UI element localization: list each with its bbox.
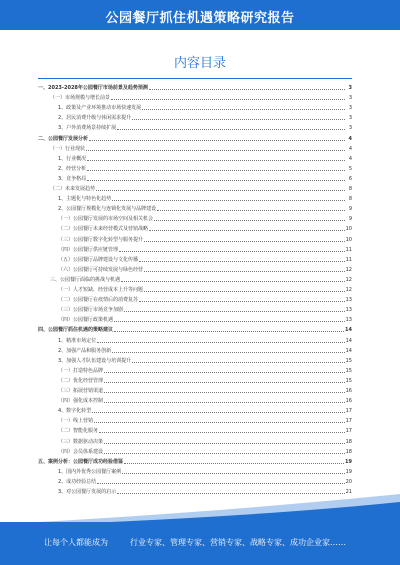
toc-entry[interactable]: [58, 155, 352, 163]
toc-page-number: 14: [345, 347, 352, 354]
toc-entry[interactable]: [58, 165, 352, 173]
toc-page-number: 3: [348, 115, 352, 122]
toc-entry[interactable]: [58, 427, 352, 435]
toc-entry-label: 二、公园餐厅发展分析: [38, 135, 89, 142]
toc-entry-label: （一）线上营销: [58, 418, 94, 425]
toc-page-number: 14: [345, 337, 352, 344]
toc-entry-label: 三、公园餐厅面临的挑战与机遇: [50, 276, 121, 283]
toc-page-number: 19: [345, 458, 352, 465]
toc-dot-leader: [132, 119, 345, 120]
toc-dot-leader: [89, 140, 345, 141]
toc-page-number: 15: [345, 357, 352, 364]
toc-entry-label: 五、案例分析：公园餐厅成功经验借鉴: [38, 458, 124, 465]
toc-entry[interactable]: [58, 104, 352, 112]
toc-entry[interactable]: [58, 236, 352, 244]
toc-entry[interactable]: [58, 367, 352, 375]
toc-dot-leader: [104, 453, 345, 454]
toc-entry[interactable]: [58, 286, 352, 294]
toc-dot-leader: [142, 109, 345, 110]
toc-dot-leader: [119, 251, 345, 252]
toc-entry[interactable]: [58, 377, 352, 385]
toc-page-number: 14: [345, 327, 352, 334]
toc-page-number: 4: [348, 145, 352, 152]
page-footer: [0, 522, 400, 565]
toc-entry[interactable]: [58, 387, 352, 395]
toc-entry[interactable]: [58, 347, 352, 355]
toc-dot-leader: [87, 170, 345, 171]
toc-page-number: 9: [348, 206, 352, 213]
toc-entry-label: 2、公园餐厅规模化与连锁化发展与品牌建设: [58, 206, 157, 213]
toc-dot-leader: [122, 473, 344, 474]
toc-entry[interactable]: [58, 448, 352, 456]
toc-dot-leader: [97, 483, 344, 484]
toc-entry-label: 2、加强产品和服务创新: [58, 347, 112, 354]
toc-page-number: 3: [348, 95, 352, 102]
toc-entry[interactable]: [38, 326, 352, 334]
toc-entry-label: 3、加强人才队伍建设与培训提升: [58, 357, 132, 364]
toc-dot-leader: [124, 311, 345, 312]
toc-entry[interactable]: [58, 337, 352, 345]
toc-page-number: 13: [345, 297, 352, 304]
toc-dot-leader: [132, 362, 344, 363]
toc-entry-label: 1、精准市场定位: [58, 337, 97, 344]
toc-entry-label: 1、国内外优秀公园餐厅案例: [58, 468, 122, 475]
toc-entry-label: （三）公园餐厅市场竞争加剧: [58, 307, 124, 314]
toc-page-number: 10: [345, 226, 352, 233]
toc-entry[interactable]: [58, 306, 352, 314]
toc-entry-label: （四）公园餐厅供应链管理: [58, 246, 119, 253]
toc-entry-label: 4、数字化转型: [58, 408, 92, 415]
toc-entry[interactable]: [58, 124, 352, 132]
toc-entry[interactable]: [50, 276, 352, 284]
toc-entry-label: 2、经营分析: [58, 165, 87, 172]
toc-dot-leader: [157, 210, 345, 211]
toc-entry-label: 一、2023-2028年公园餐厅市场前景及趋势预测: [38, 85, 148, 91]
toc-entry[interactable]: [58, 397, 352, 405]
toc-page-number: 20: [345, 478, 352, 485]
toc-entry-label: 2、居民消费升级与休闲需求提升: [58, 115, 132, 122]
toc-dot-leader: [94, 422, 345, 423]
toc-entry-label: （一）人才短缺、经营成本上升等问题: [58, 287, 144, 293]
toc-page-number: 17: [345, 418, 352, 425]
toc-entry-label: 1、行业概况: [58, 155, 87, 162]
toc-page-number: 16: [345, 388, 352, 394]
toc-dot-leader: [87, 180, 345, 181]
toc-dot-leader: [87, 160, 345, 161]
toc-entry[interactable]: [58, 215, 352, 223]
toc-page-number: 17: [345, 428, 352, 435]
toc-dot-leader: [144, 291, 345, 292]
toc-entry[interactable]: [50, 185, 352, 193]
toc-heading: 内容目录: [173, 56, 226, 71]
toc-entry-label: （三）拓展营销渠道: [58, 388, 104, 394]
toc-entry[interactable]: [58, 175, 352, 183]
toc-entry[interactable]: [58, 468, 352, 476]
toc-entry-label: （一）行业现状: [50, 145, 86, 152]
toc-entry-label: （三）公园餐厅数字化转型与服务提升: [58, 236, 144, 243]
toc-entry-label: （一）公园餐厅发展的市场空间及相关机会: [58, 216, 154, 223]
document-title: 公园餐厅抓住机遇策略研究报告: [105, 11, 295, 26]
toc-dot-leader: [117, 129, 345, 130]
toc-page-number: 13: [345, 317, 352, 324]
toc-dot-leader: [124, 463, 344, 464]
toc-entry-label: 1、政策及产业环境推动市场快速发展: [58, 105, 142, 112]
toc-entry[interactable]: [58, 266, 352, 274]
toc-page-number: 11: [345, 246, 352, 253]
toc-dot-leader: [86, 150, 345, 151]
toc-entry[interactable]: [58, 316, 352, 324]
toc-dot-leader: [99, 432, 345, 433]
toc-entry-label: （二）公园餐厅未来经营模式及营销战略: [58, 226, 149, 233]
toc-entry[interactable]: [58, 205, 352, 213]
toc-page-number: 12: [345, 266, 352, 273]
toc-dot-leader: [114, 321, 345, 322]
toc-dot-leader: [139, 261, 345, 262]
toc-page-number: 3: [348, 105, 352, 112]
toc-entry[interactable]: [58, 114, 352, 122]
toc-dot-leader: [104, 382, 345, 383]
toc-entry[interactable]: [58, 246, 352, 254]
toc-entry[interactable]: [58, 296, 352, 304]
toc-dot-leader: [139, 301, 345, 302]
toc-dot-leader: [112, 352, 344, 353]
toc-page-number: 12: [345, 276, 352, 283]
toc-page-number: 15: [345, 377, 352, 384]
toc-dot-leader: [104, 372, 345, 373]
toc-entry[interactable]: [58, 438, 352, 446]
toc-page-number: 11: [345, 256, 352, 263]
toc-page-number: 9: [348, 216, 352, 223]
toc-dot-leader: [114, 331, 344, 332]
toc-page-number: 6: [348, 175, 352, 182]
toc-entry[interactable]: [58, 478, 352, 486]
toc-entry[interactable]: [58, 225, 352, 233]
toc-divider: [38, 78, 352, 79]
toc-entry-label: 3、对公园餐厅发展的启示: [58, 489, 117, 495]
toc-dot-leader: [111, 99, 345, 100]
toc-entry-label: （四）公园餐厅政策机遇: [58, 317, 114, 324]
footer-slogan: 让每个人都能成为: [44, 538, 108, 547]
toc-page-number: 17: [345, 408, 352, 415]
toc-entry-label: （四）会员体系建设: [58, 448, 104, 455]
toc-entry-label: 3、竞争格局: [58, 175, 87, 182]
toc-dot-leader: [92, 412, 344, 413]
toc-entry[interactable]: [58, 195, 352, 203]
toc-entry-label: （五）公园餐厅品牌建设与文化传播: [58, 256, 139, 263]
toc-page-number: 3: [348, 125, 352, 132]
toc-page-number: 8: [348, 186, 352, 192]
toc-page-number: 21: [345, 489, 352, 495]
toc-page-number: 5: [348, 165, 352, 172]
toc-dot-leader: [104, 402, 345, 403]
page-header: [0, 0, 400, 30]
footer-tagline: 行业专家、管理专家、营销专家、战略专家、成功企业家……: [130, 538, 346, 547]
toc-dot-leader: [149, 230, 345, 231]
toc-page-number: 19: [345, 468, 352, 475]
toc-entry-label: （二）公园餐厅在疫情后的消费复苏: [58, 297, 139, 304]
toc-page-number: 15: [345, 367, 352, 374]
toc-entry-label: 1、主题化与特色化趋势: [58, 196, 112, 203]
toc-entry[interactable]: [38, 135, 352, 143]
toc-dot-leader: [144, 241, 345, 242]
toc-page-number: 18: [345, 438, 352, 445]
toc-entry-label: 3、户外消费场景持续扩展: [58, 125, 117, 132]
toc-page-number: 12: [345, 287, 352, 293]
toc-entry-label: 四、公园餐厅抓住机遇的策略建议: [38, 327, 114, 334]
toc-entry-label: （六）公园餐厅可持续发展与绿色经营: [58, 266, 144, 273]
toc-entry-label: （四）强化成本控制: [58, 398, 104, 405]
toc-dot-leader: [97, 342, 344, 343]
toc-dot-leader: [112, 200, 345, 201]
toc-entry-label: （二）智能化服务: [58, 428, 99, 435]
toc-entry[interactable]: [58, 417, 352, 425]
toc-page-number: 8: [348, 196, 352, 203]
toc-dot-leader: [121, 281, 345, 282]
toc-entry-label: （一）打造特色品牌: [58, 367, 104, 374]
toc-entry-label: （二）未来发展趋势: [50, 186, 96, 192]
toc-dot-leader: [104, 443, 345, 444]
toc-entry[interactable]: [58, 256, 352, 264]
toc-page-number: 13: [345, 307, 352, 314]
toc-dot-leader: [144, 271, 345, 272]
toc-entry[interactable]: [58, 407, 352, 415]
toc-entry[interactable]: [38, 458, 352, 466]
toc-dot-leader: [154, 220, 345, 221]
toc-page-number: 4: [348, 155, 352, 162]
toc-page-number: 10: [345, 236, 352, 243]
toc-entry-label: （三）数据驱动决策: [58, 438, 104, 445]
toc-page-number: 18: [345, 448, 352, 455]
toc-dot-leader: [96, 190, 345, 191]
toc-page-number: 3: [348, 85, 352, 91]
toc-entry[interactable]: [38, 84, 352, 92]
toc-entry-label: 2、成功经验总结: [58, 478, 97, 485]
toc-page-number: 16: [345, 398, 352, 405]
toc-entry[interactable]: [50, 94, 352, 102]
toc-entry[interactable]: [58, 357, 352, 365]
toc-entry-label: （二）优化经营管理: [58, 377, 104, 384]
toc-dot-leader: [149, 89, 345, 90]
toc-dot-leader: [104, 392, 345, 393]
toc-entry[interactable]: [50, 145, 352, 153]
toc-entry-label: （一）市场规模与增长前景: [50, 95, 111, 102]
toc-page-number: 4: [348, 135, 352, 142]
